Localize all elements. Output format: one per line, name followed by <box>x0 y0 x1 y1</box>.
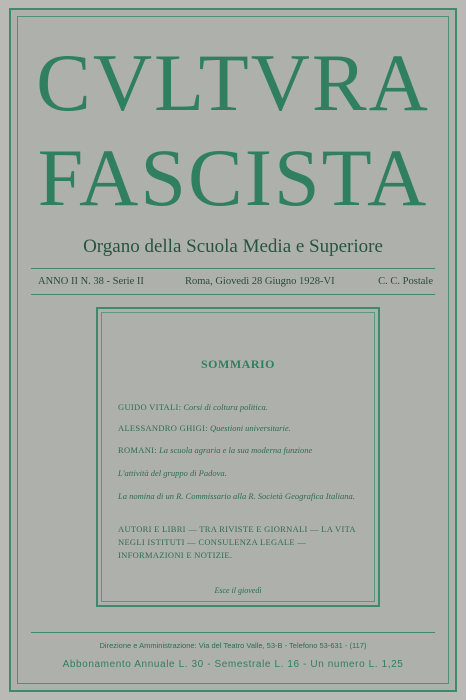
divider-footer <box>31 632 435 633</box>
publication-frequency: Esce il giovedì <box>214 586 262 595</box>
issue-date: Roma, Giovedì 28 Giugno 1928-VI <box>185 276 335 287</box>
divider-top <box>31 268 435 269</box>
toc-item <box>118 444 364 457</box>
toc-rubriche: AUTORI E LIBRI — TRA RIVISTE E GIORNALI — LA VITA NEGLI ISTITUTI — CONSULENZA LEGALE — INFORMAZIONI E NOTIZIE. <box>118 524 356 560</box>
toc-title: Questioni universitarie. <box>210 423 291 433</box>
editorial-address: Direzione e Amministrazione: Via del Teatro Valle, 53-B - Telefono 53-631 - (117) <box>99 641 367 650</box>
toc-title: L'attività del gruppo di Padova. <box>118 468 227 478</box>
masthead-subtitle: Organo della Scuola Media e Superiore <box>83 236 383 257</box>
sommario-box <box>96 307 380 607</box>
divider-bottom <box>31 294 435 295</box>
sommario-heading: SOMMARIO <box>201 357 275 371</box>
toc-author: ALESSANDRO GHIGI: <box>118 423 208 433</box>
masthead-title-line2: FASCISTA <box>37 132 429 223</box>
toc-title: La scuola agraria e la sua moderna funzione <box>159 445 313 455</box>
subscription-prices: Abbonamento Annuale L. 30 - Semestrale L. 16 - Un numero L. 1,25 <box>62 659 404 670</box>
toc-author: ROMANI: <box>118 445 157 455</box>
toc-item <box>118 422 364 435</box>
toc-item <box>118 401 364 414</box>
postal-info: C. C. Postale <box>378 276 433 287</box>
toc-item <box>118 490 364 503</box>
toc-title: Corsi di coltura politica. <box>183 402 268 412</box>
issue-number: ANNO II N. 38 - Serie II <box>38 276 144 287</box>
toc-title: La nomina di un R. Commissario alla R. Società Geografica Italiana. <box>118 491 355 501</box>
magazine-cover <box>9 8 457 692</box>
toc-item <box>118 467 364 480</box>
masthead-title-line1: CVLTVRA <box>36 37 430 128</box>
toc-author: GUIDO VITALI: <box>118 402 182 412</box>
